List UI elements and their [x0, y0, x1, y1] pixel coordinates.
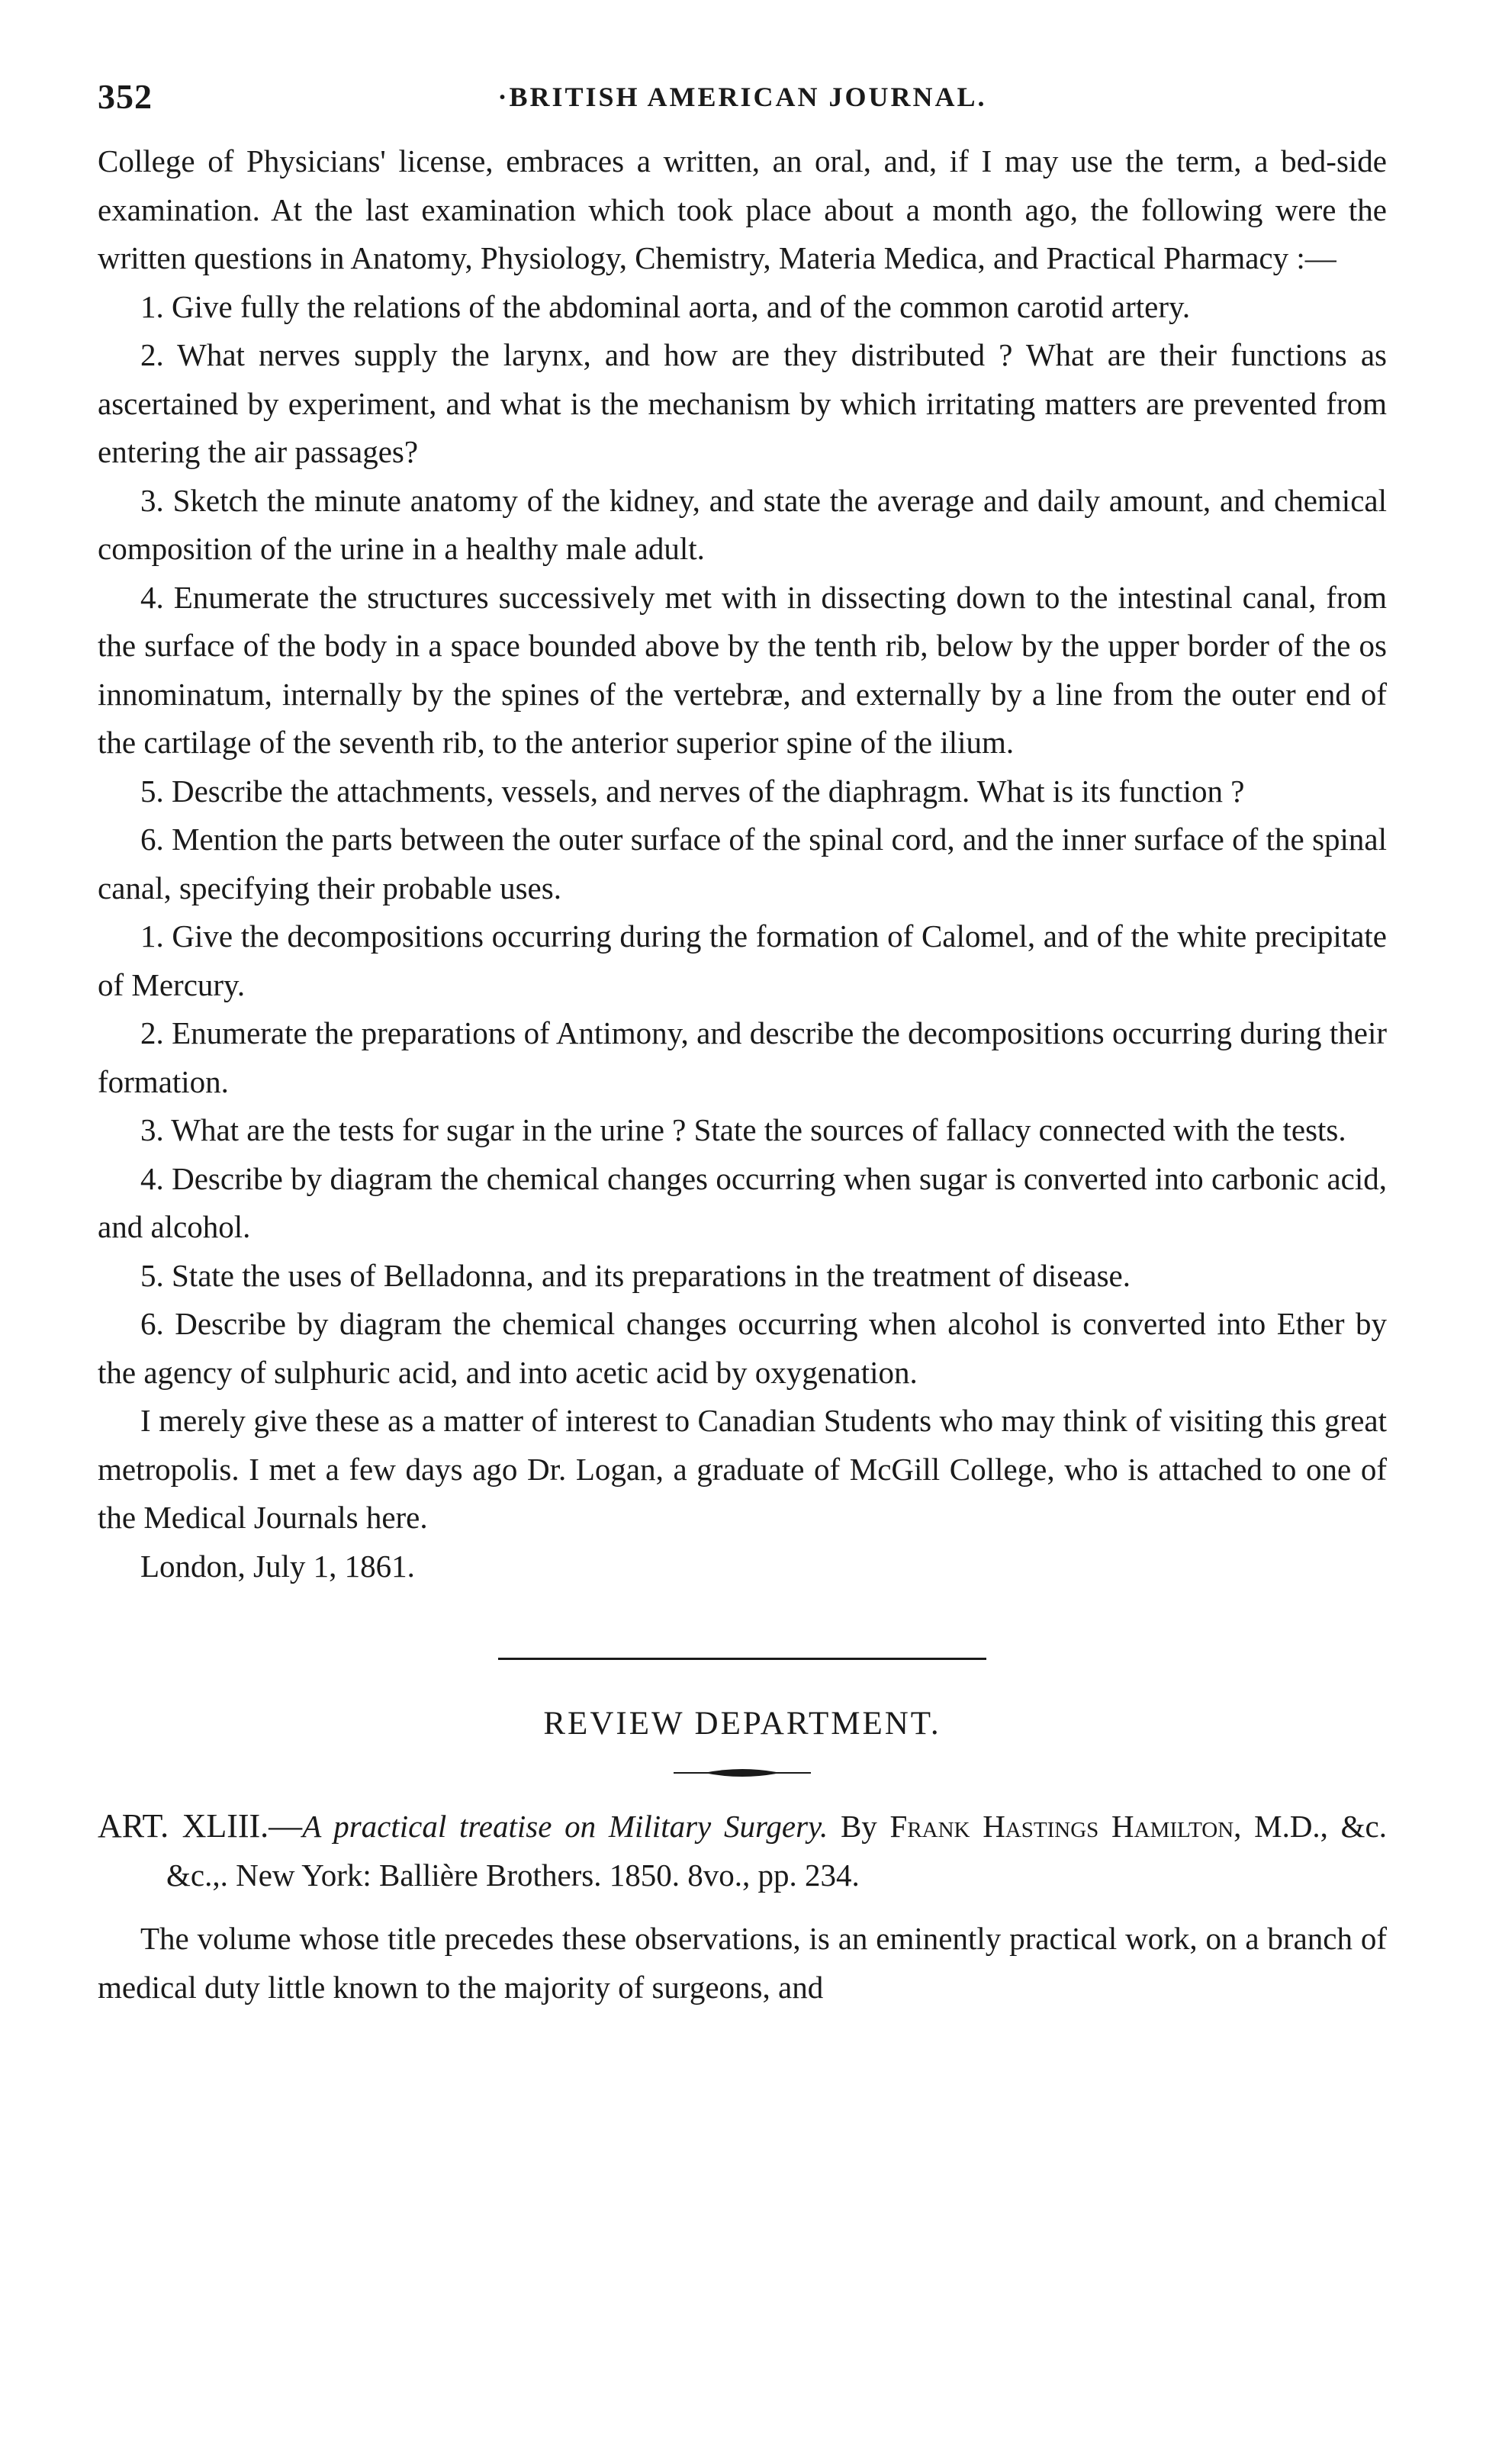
ornament-divider-icon: [674, 1764, 811, 1782]
article-author: Frank Hastings Hamilton: [889, 1809, 1234, 1844]
article-credentials: , M.D., &c. &c.,. New York: Ballière Brothers. 1850. 8vo., pp. 234.: [166, 1809, 1387, 1893]
closing-paragraph: I merely give these as a matter of interest to Canadian Students who may think of visiting this great metropolis. I met a few days ago Dr. Logan, a graduate of McGill College, who is attached to one of the Medical Journals here.: [98, 1403, 1387, 1535]
question-anatomy-3: 3. Sketch the minute anatomy of the kidney, and state the average and daily amount, and chemical composition of the urine in a healthy male adult.: [98, 482, 1387, 566]
journal-title: ·BRITISH AMERICAN JOURNAL.: [497, 82, 987, 112]
question-anatomy-2: 2. What nerves supply the larynx, and how are they distributed ? What are their functions as ascertained by experiment, and what is the mechanism by which irritating matters are prevented from entering the air passages?: [98, 337, 1387, 469]
question-chemistry-5: 5. State the uses of Belladonna, and its preparations in the treatment of disease.: [140, 1257, 1131, 1293]
section-title: REVIEW DEPARTMENT.: [543, 1706, 941, 1742]
article-title: A practical treatise on Military Surgery.: [302, 1809, 828, 1844]
running-head: [98, 76, 1387, 137]
article-by: By: [828, 1809, 890, 1844]
dateline: London, July 1, 1861.: [140, 1548, 415, 1584]
article-heading: [98, 1802, 1387, 1899]
review-opening-paragraph: The volume whose title precedes these observations, is an eminently practical work, on a branch of medical duty little known to the majority of surgeons, and: [98, 1921, 1387, 2005]
question-chemistry-2: 2. Enumerate the preparations of Antimony, and describe the decompositions occurring during their formation.: [98, 1015, 1387, 1099]
question-chemistry-1: 1. Give the decompositions occurring during the formation of Calomel, and of the white precipitate of Mercury.: [98, 918, 1387, 1002]
review-body: [98, 1915, 1387, 2012]
question-anatomy-6: 6. Mention the parts between the outer surface of the spinal cord, and the inner surface of the spinal canal, specifying their probable uses.: [98, 822, 1387, 906]
journal-page: [98, 76, 1387, 2012]
question-chemistry-6: 6. Describe by diagram the chemical changes occurring when alcohol is converted into Ether by the agency of sulphuric acid, and into acetic acid by oxygenation.: [98, 1306, 1387, 1390]
page-number: 352: [98, 77, 153, 116]
intro-paragraph: College of Physicians' license, embraces a written, an oral, and, if I may use the term, a bed-side examination. At the last examination which took place about a month ago, the following were the written questions in Anatomy, Physiology, Chemistry, Materia Medica, and Practical Pharmacy :—: [98, 143, 1387, 275]
question-chemistry-4: 4. Describe by diagram the chemical changes occurring when sugar is converted into carbonic acid, and alcohol.: [98, 1160, 1387, 1244]
question-anatomy-4: 4. Enumerate the structures successively met with in dissecting down to the intestinal canal, from the surface of the body in a space bounded above by the tenth rib, below by the upper border of the os innominatum, internally by the spines of the vertebræ, and externally by a line from the outer end of the cartilage of the seventh rib, to the anterior superior spine of the ilium.: [98, 579, 1387, 760]
question-anatomy-1: 1. Give fully the relations of the abdominal aorta, and of the common carotid artery.: [140, 288, 1191, 324]
section-divider-rule: [498, 1658, 986, 1660]
article-number: ART. XLIII.—: [98, 1807, 303, 1845]
question-chemistry-3: 3. What are the tests for sugar in the urine ? State the sources of fallacy connected with the tests.: [140, 1112, 1346, 1147]
letter-body: [98, 137, 1387, 1591]
question-anatomy-5: 5. Describe the attachments, vessels, and nerves of the diaphragm. What is its function ?: [140, 773, 1245, 809]
